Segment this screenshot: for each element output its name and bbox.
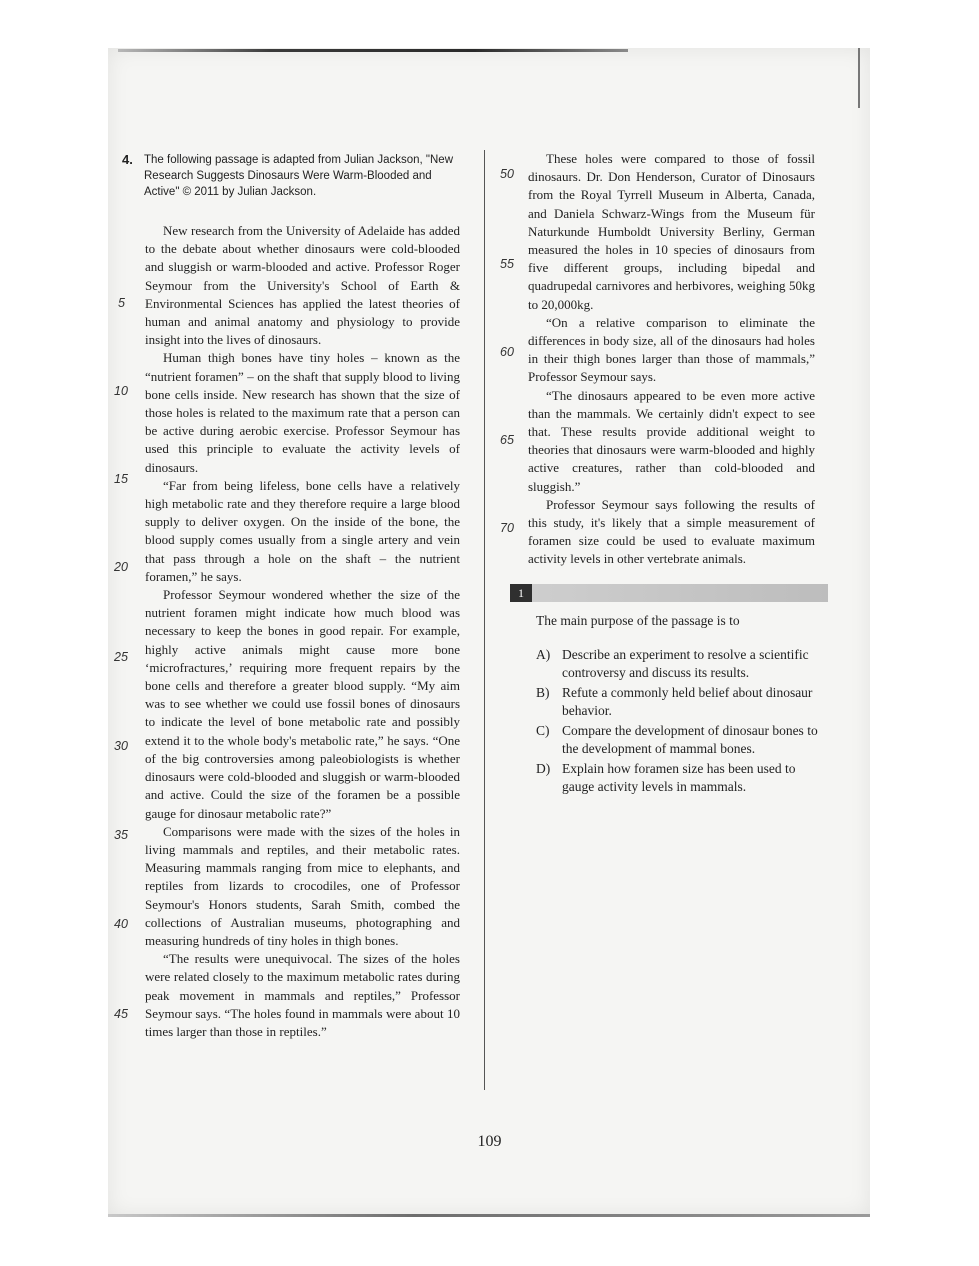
answer-choice-d[interactable] — [536, 760, 826, 796]
question-set-number: 4. — [122, 152, 133, 167]
passage-paragraph: Comparisons were made with the sizes of the holes in living mammals and reptiles, and their metabolic rates. Measuring mammals ranging from mice to elephants, and reptiles from lizards to crocodiles, one of Professor Seymour's Honors students, Sarah Smith, combed the collections of Australian museums, photographing and measuring hundreds of tiny holes in thigh bones. — [145, 823, 460, 948]
line-number: 60 — [500, 345, 514, 359]
passage-paragraph: Professor Seymour wondered whether the size of the nutrient foramen might indicate how much blood was necessary to keep the bones in good repair. For example, highly active animals might cause more bone ‘microfractures,’ requiring more frequent repairs by the bone cells and therefore a greater blood supply. “My aim was to see whether we could use fossil bones of dinosaurs to indicate the level of bone metabolic rate and possibly extend it to the whole body's metabolic rate,” he says. “One of the big controversies among paleobiologists is whether dinosaurs were cold-blooded and sluggish or warm-blooded and active. Could the size of the foramen be a possible gauge for dinosaur metabolic rate?” — [145, 587, 460, 821]
line-number: 50 — [500, 167, 514, 181]
answer-choice-a[interactable] — [536, 646, 826, 682]
answer-choices — [536, 646, 826, 798]
line-number: 10 — [114, 384, 128, 398]
line-number: 65 — [500, 433, 514, 447]
choice-letter: D) — [536, 761, 551, 776]
passage-paragraph: Professor Seymour says following the results of this study, it's likely that a simple measurement of foramen size could be used to evaluate maximum activity levels in other vertebrate animals. — [528, 496, 815, 567]
passage-source: The following passage is adapted from Julian Jackson, "New Research Suggests Dinosaurs Were Warm-Blooded and Active" © 2011 by Julian Jackson. — [144, 154, 453, 198]
choice-letter: B) — [536, 685, 550, 700]
line-number: 5 — [118, 296, 125, 310]
answer-choice-b[interactable] — [536, 684, 826, 720]
choice-text: Explain how foramen size has been used to gauge activity levels in mammals. — [562, 761, 796, 794]
choice-text: Describe an experiment to resolve a scientific controversy and discuss its results. — [562, 647, 809, 680]
line-number: 35 — [114, 828, 128, 842]
passage-paragraph: “Far from being lifeless, bone cells have a relatively high metabolic rate and they therefore require a large blood supply to deliver oxygen. On the inside of the bone, the blood supply comes usually from a single artery and vein that pass through a hole on the shaft – the nutrient foramen,” he says. — [145, 477, 460, 584]
choice-text: Compare the development of dinosaur bones to the development of mammal bones. — [562, 723, 818, 756]
line-number: 25 — [114, 650, 128, 664]
line-number: 40 — [114, 917, 128, 931]
line-number: 55 — [500, 257, 514, 271]
passage-paragraph: “The dinosaurs appeared to be even more active than the mammals. We certainly didn't expect to see that. These results provide additional weight to theories that dinosaurs were warm-blooded and highly active creatures, rather than cold-blooded and sluggish.” — [528, 387, 815, 494]
bottom-rule — [108, 1214, 870, 1217]
passage-right-column — [528, 150, 815, 569]
passage-paragraph: Human thigh bones have tiny holes – known as the “nutrient foramen” – on the shaft that supply blood to living bone cells inside. New research has shown that the size of those holes is related to the maximum rate that a person can be active during aerobic exercise. Professor Seymour has used this principle to evaluate the activity levels of dinosaurs. — [145, 350, 460, 475]
passage-paragraph: “The results were unequivocal. The sizes of the holes were related closely to the maximum metabolic rates during peak movement in mammals and reptiles,” Professor Seymour says. “The holes found in mammals were about 10 times larger than those in reptiles.” — [145, 951, 460, 1039]
passage-left-column — [145, 222, 460, 1041]
page-number: 109 — [477, 1133, 502, 1150]
passage-intro — [122, 152, 457, 200]
line-number: 45 — [114, 1007, 128, 1021]
line-number: 20 — [114, 560, 128, 574]
answer-choice-c[interactable] — [536, 722, 826, 758]
passage-paragraph: These holes were compared to those of fossil dinosaurs. Dr. Don Henderson, Curator of Dinosaurs from the Royal Tyrrell Museum in Alberta, Canada, and Daniela Schwarz-Wings from the Museum für Naturkunde Humboldt University Berliny, German measured the holes in 10 species of dinosaurs from five different groups, including bipedal and quadrupedal carnivores and herbivores, weighing 50kg to 20,000kg. — [528, 151, 815, 312]
choice-letter: A) — [536, 647, 551, 662]
choice-text: Refute a commonly held belief about dinosaur behavior. — [562, 685, 813, 718]
passage-paragraph: “On a relative comparison to eliminate the differences in body size, all of the dinosaurs had holes in their thigh bones larger than those of mammals,” Professor Seymour says. — [528, 314, 815, 385]
choice-letter: C) — [536, 723, 550, 738]
question-stem: The main purpose of the passage is to — [536, 613, 740, 628]
page-edge-mark — [858, 48, 860, 108]
passage-paragraph: New research from the University of Adelaide has added to the debate about whether dinosaurs were cold-blooded and sluggish or warm-blooded and active. Professor Roger Seymour from the University's School of Earth & Environmental Sciences has applied the latest theories of human and animal anatomy and physiology to provide insight into the lives of dinosaurs. — [145, 223, 460, 348]
line-number: 30 — [114, 739, 128, 753]
question-number-badge: 1 — [510, 584, 532, 602]
line-number: 70 — [500, 521, 514, 535]
top-rule — [118, 49, 628, 52]
line-number: 15 — [114, 472, 128, 486]
column-divider — [484, 150, 485, 1090]
question-header-bar — [510, 584, 828, 602]
